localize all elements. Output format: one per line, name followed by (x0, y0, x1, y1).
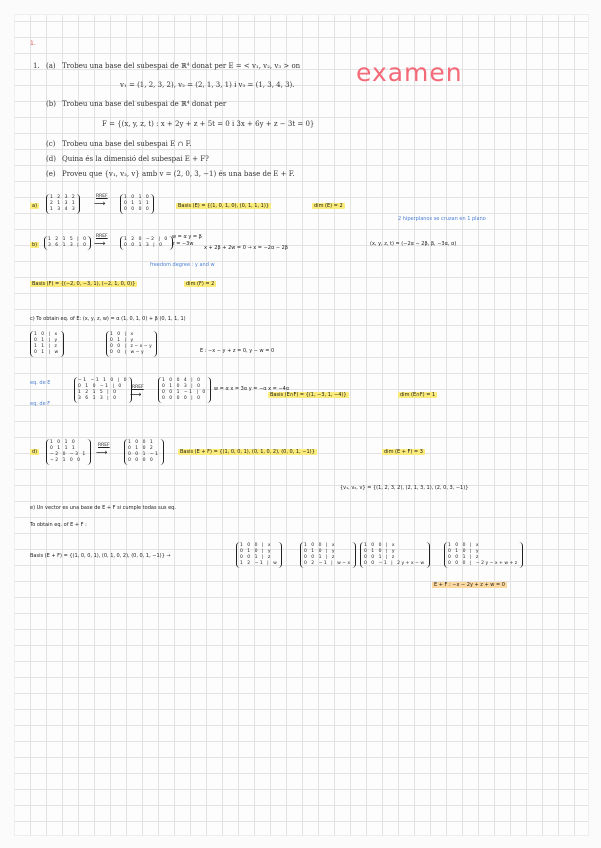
arrow-icon: ⟶ (94, 239, 106, 248)
d-vectors: {v₁, v₂, v} = {(1, 2, 3, 2), (2, 1, 3, 1), (2, 0, 3, −1)} (340, 485, 469, 491)
matrix-e-3: 1 0 0 | x 0 1 0 | y 0 0 1 | z 0 0 −1 | 2y+x−w (360, 542, 430, 568)
part-b-set: F = {(x, y, z, t) : x + 2y + z + 5t = 0 i 3x + 6y + z − 3t = 0} (102, 120, 315, 128)
matrix-e-2: 1 0 0 | x 0 1 0 | y 0 0 1 | z 0 2 −1 | w−x (300, 542, 356, 568)
matrix-a-input: 1 2 3 2 2 1 3 1 1 3 4 3 (46, 194, 80, 214)
hyperplane-note: 2 hiperplanos se cruzan en 1 plano (398, 216, 486, 222)
note-a-label: a) (32, 203, 38, 209)
page-title: examen (356, 58, 463, 87)
matrix-d-rref: 1 0 0 1 0 1 0 2 0 0 1 −1 0 0 0 0 (124, 439, 164, 465)
matrix-c-system: −1 −1 1 0 | 0 0 1 0 −1 | 0 1 2 1 5 | 0 3 6 1 3 | 0 (74, 377, 132, 403)
part-c-text: Trobeu una base del subespai E ∩ F. (62, 140, 192, 148)
matrix-e-1: 1 0 0 | x 0 1 0 | y 0 0 1 | z 1 2 −1 | w (236, 542, 282, 568)
c-heading: c) To obtain eq. of E: (x, y, z, w) = α (1, 0, 1, 0) + β (0, 1, 1, 1) (30, 316, 186, 322)
part-e-text: Proveu que {v₁, v₂, v} amb v = (2, 0, 3, −1) és una base de E + F. (62, 170, 295, 178)
matrix-e-4: 1 0 0 | x 0 1 0 | y 0 0 1 | z 0 0 0 | −2y−x+w+z (444, 542, 523, 568)
dim-e: dim (E) = 2 (314, 203, 343, 209)
arrow-icon: ⟶ (96, 448, 108, 457)
matrix-b-input: 1 2 1 5 | 0 3 6 1 3 | 0 (44, 236, 91, 250)
part-b-label: (b) (46, 100, 56, 108)
matrix-d-input: 1 0 1 0 0 1 1 1 −2 0 −3 1 −2 1 0 0 (46, 439, 91, 465)
matrix-c-e2: 1 0 | x 0 1 | y 0 0 | z−x−y 0 0 | w−y (106, 331, 157, 357)
eq-f-tag: eq. de F (30, 401, 51, 407)
corner-mark: 1. (30, 40, 36, 47)
b-solve: x + 2β + 2w = 0 → x = −2α − 2β (204, 245, 288, 251)
rref-label-a: RREF (96, 194, 108, 199)
dim-e-plus-f: dim (E + F) = 3 (384, 449, 423, 455)
dim-e-cap-f: dim (E∩F) = 1 (400, 392, 436, 398)
basis-e-cap-f: Basis (E∩F) = {(1, −3, 1, −4)} (270, 392, 347, 398)
part-e-label: (e) (46, 170, 56, 178)
part-b-text: Trobeu una base del subespai de ℝ⁴ donat per (62, 100, 227, 108)
e-basis-line: Basis (E + F) = {(1, 0, 0, 1), (0, 1, 0, 2), (0, 0, 1, −1)} → (30, 553, 171, 559)
e-obtain: To obtain eq. of E + F : (30, 522, 87, 528)
arrow-icon: ⟶ (94, 199, 106, 208)
b-equations-2: z = −3w (172, 241, 194, 247)
part-a-label: (a) (46, 62, 56, 70)
dim-f: dim (F) = 2 (186, 281, 215, 287)
rref-label-c: RREF (132, 385, 144, 390)
c-solution: w = α x = 3α y = −α x = −4α (214, 386, 290, 392)
part-d-text: Quina és la dimensió del subespai E + F? (62, 155, 209, 163)
part-d-label: (d) (46, 155, 56, 163)
note-b-label: b) (32, 242, 38, 248)
e-statement: e) Un vector es una base de E + F si cumple todas sus eq. (30, 505, 176, 511)
basis-e-plus-f: Basis (E + F) = {(1, 0, 0, 1), (0, 1, 0, 2), (0, 0, 1, −1)} (180, 449, 315, 455)
note-d-label: d) (32, 449, 38, 455)
basis-f: Basis (F) = {(−2, 0, −3, 1), (−2, 1, 0, 0)} (32, 281, 136, 287)
arrow-icon: ⟶ (130, 390, 142, 399)
rref-label-b: RREF (96, 234, 108, 239)
eq-e: E : −x − y + z = 0, y − w = 0 (200, 348, 275, 354)
b-equations-1: w = α y = β (172, 234, 202, 240)
part-c-label: (c) (46, 140, 56, 148)
problem-number: 1. (33, 62, 40, 70)
matrix-c-rref: 1 0 0 4 | 0 0 1 0 3 | 0 0 0 1 −1 | 0 0 0 0 0 | 0 (158, 377, 211, 403)
notebook-page (14, 14, 589, 836)
basis-e: Basis (E) = {(1, 0, 1, 0), (0, 1, 1, 1)} (178, 203, 269, 209)
part-a-vectors: v₁ = (1, 2, 3, 2), v₂ = (2, 1, 3, 1) i v₃ = (1, 3, 4, 3). (120, 81, 295, 89)
matrix-a-rref: 1 0 1 0 0 1 1 1 0 0 0 0 (120, 194, 154, 214)
b-freedom-note: freedom degree : y and w (150, 262, 215, 268)
matrix-c-e1: 1 0 | x 0 1 | y 1 1 | z 0 1 | w (30, 331, 64, 357)
matrix-b-rref: 1 2 0 −2 | 0 0 0 1 3 | 0 (120, 236, 173, 250)
e-result-equation: E + F : −x − 2y + z + w = 0 (434, 582, 505, 588)
eq-e-tag: eq. de E (30, 380, 51, 386)
part-a-text: Trobeu una base del subespai de ℝ⁴ donat per E = < v₁, v₂, v₃ > on (62, 62, 301, 70)
rref-label-d: RREF (98, 443, 110, 448)
b-general-solution: (x, y, z, t) = (−2α − 2β, β, −3α, α) (370, 241, 457, 247)
